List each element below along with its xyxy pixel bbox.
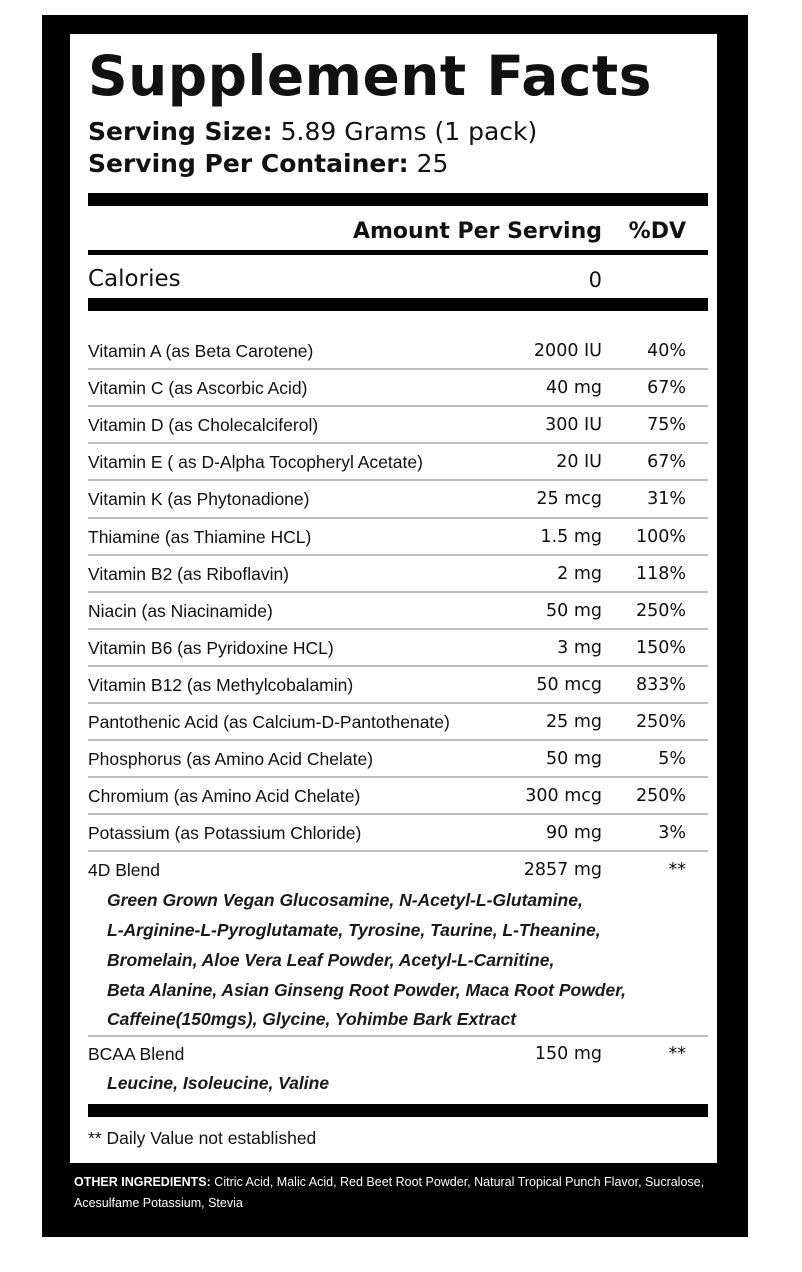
nutrient-dv: 31% bbox=[647, 489, 686, 510]
blend-bcaa-row bbox=[88, 1035, 708, 1072]
nutrient-amount: 50 mg bbox=[546, 749, 602, 770]
blend-bcaa-amount: 150 mg bbox=[534, 1044, 602, 1064]
nutrient-amount: 25 mg bbox=[546, 712, 602, 732]
blend-4d-row bbox=[88, 851, 708, 888]
nutrient-dv: 75% bbox=[647, 415, 686, 436]
serving-size bbox=[88, 116, 537, 148]
dv-header: %DV bbox=[628, 219, 686, 244]
nutrient-name: Vitamin D (as Cholecalciferol) bbox=[88, 415, 319, 436]
nutrient-dv: 67% bbox=[647, 452, 686, 473]
nutrient-row bbox=[88, 777, 708, 814]
nutrient-row bbox=[88, 406, 708, 443]
nutrient-row bbox=[88, 369, 708, 406]
other-ingredients-text: Citric Acid, Malic Acid, Red Beet Root Powder, Natural Tropical Punch Flavor, Sucralose, Acesulfame Potassium, Stevia bbox=[74, 1175, 705, 1210]
nutrient-name: Vitamin B2 (as Riboflavin) bbox=[88, 563, 290, 584]
nutrient-row bbox=[88, 740, 708, 777]
medium-divider bbox=[88, 250, 708, 255]
nutrient-name: Chromium (as Amino Acid Chelate) bbox=[88, 786, 361, 807]
blend-4d-name: 4D Blend bbox=[88, 860, 160, 880]
servings-value: 25 bbox=[416, 149, 449, 178]
other-ingredients bbox=[74, 1172, 754, 1214]
servings-per-container bbox=[88, 148, 448, 180]
blend-4d-ingredients-2: L-Arginine-L-Pyroglutamate, Tyrosine, Taurine, L-Theanine, bbox=[107, 920, 601, 940]
thick-divider-2 bbox=[88, 298, 708, 311]
nutrient-row bbox=[88, 518, 708, 555]
footnote: ** Daily Value not established bbox=[88, 1128, 317, 1148]
nutrient-dv: 5% bbox=[658, 749, 686, 770]
nutrient-dv: 250% bbox=[635, 786, 686, 807]
nutrient-amount: 40 mg bbox=[546, 378, 602, 399]
nutrient-name: Vitamin E ( as D-Alpha Tocopheryl Acetate) bbox=[88, 452, 423, 473]
nutrient-amount: 25 mcg bbox=[536, 489, 602, 510]
nutrient-row bbox=[88, 443, 708, 480]
nutrient-name: Vitamin B12 (as Methylcobalamin) bbox=[88, 674, 354, 695]
nutrient-amount: 1.5 mg bbox=[540, 526, 602, 547]
blend-4d-dv: ** bbox=[668, 860, 686, 880]
nutrient-dv: 67% bbox=[647, 378, 686, 399]
calories-label: Calories bbox=[88, 266, 181, 292]
nutrient-name: Phosphorus (as Amino Acid Chelate) bbox=[88, 749, 374, 770]
nutrient-name: Potassium (as Potassium Chloride) bbox=[88, 823, 362, 844]
nutrient-amount: 50 mcg bbox=[536, 674, 602, 695]
nutrient-amount: 2000 IU bbox=[533, 341, 602, 361]
nutrient-dv: 250% bbox=[635, 712, 686, 732]
amount-per-serving-header: Amount Per Serving bbox=[352, 219, 602, 244]
serving-size-value: 5.89 Grams (1 pack) bbox=[280, 117, 538, 146]
nutrient-dv: 118% bbox=[635, 563, 686, 584]
blend-4d-amount: 2857 mg bbox=[523, 860, 602, 880]
nutrient-amount: 300 IU bbox=[545, 415, 602, 436]
nutrient-amount: 3 mg bbox=[557, 637, 602, 658]
nutrient-dv: 100% bbox=[635, 526, 686, 547]
nutrient-dv: 150% bbox=[635, 637, 686, 658]
nutrient-row bbox=[88, 666, 708, 703]
nutrient-amount: 2 mg bbox=[557, 563, 602, 584]
nutrient-name: Vitamin K (as Phytonadione) bbox=[88, 489, 310, 510]
nutrient-amount: 50 mg bbox=[546, 600, 602, 621]
nutrient-row bbox=[88, 555, 708, 592]
nutrient-name: Vitamin B6 (as Pyridoxine HCL) bbox=[88, 637, 334, 658]
nutrient-row bbox=[88, 480, 708, 517]
blend-bcaa-dv: ** bbox=[668, 1044, 686, 1064]
nutrient-dv: 40% bbox=[647, 341, 686, 361]
nutrient-row bbox=[88, 332, 708, 369]
label-title: Supplement Facts bbox=[88, 44, 652, 108]
thick-divider-3 bbox=[88, 1104, 708, 1117]
servings-label: Serving Per Container: bbox=[88, 149, 409, 178]
calories-value: 0 bbox=[588, 268, 602, 292]
nutrient-amount: 20 IU bbox=[556, 452, 602, 473]
serving-size-label: Serving Size: bbox=[88, 117, 273, 146]
blend-bcaa-name: BCAA Blend bbox=[88, 1044, 185, 1064]
nutrient-row bbox=[88, 592, 708, 629]
thick-divider bbox=[88, 193, 708, 206]
nutrient-name: Vitamin C (as Ascorbic Acid) bbox=[88, 378, 308, 399]
nutrient-amount: 90 mg bbox=[546, 823, 602, 844]
other-ingredients-label: OTHER INGREDIENTS: bbox=[74, 1175, 211, 1189]
blend-4d-ingredients-4: Beta Alanine, Asian Ginseng Root Powder, Maca Root Powder, bbox=[107, 980, 626, 1000]
blend-4d-ingredients-1: Green Grown Vegan Glucosamine, N-Acetyl-L-Glutamine, bbox=[107, 890, 583, 910]
nutrient-row bbox=[88, 703, 708, 740]
nutrient-row bbox=[88, 814, 708, 851]
nutrient-dv: 250% bbox=[635, 600, 686, 621]
blend-4d-ingredients-5: Caffeine(150mgs), Glycine, Yohimbe Bark Extract bbox=[107, 1009, 517, 1029]
nutrient-row bbox=[88, 629, 708, 666]
nutrient-amount: 300 mcg bbox=[525, 786, 602, 807]
blend-bcaa-ingredients: Leucine, Isoleucine, Valine bbox=[107, 1073, 330, 1093]
nutrient-name: Pantothenic Acid (as Calcium-D-Pantothenate) bbox=[88, 712, 450, 732]
blend-4d-ingredients-3: Bromelain, Aloe Vera Leaf Powder, Acetyl-L-Carnitine, bbox=[107, 950, 555, 970]
nutrient-name: Niacin (as Niacinamide) bbox=[88, 600, 273, 621]
nutrient-dv: 3% bbox=[658, 823, 686, 844]
nutrient-name: Thiamine (as Thiamine HCL) bbox=[88, 526, 312, 547]
nutrient-dv: 833% bbox=[635, 674, 686, 695]
nutrient-name: Vitamin A (as Beta Carotene) bbox=[88, 341, 314, 361]
